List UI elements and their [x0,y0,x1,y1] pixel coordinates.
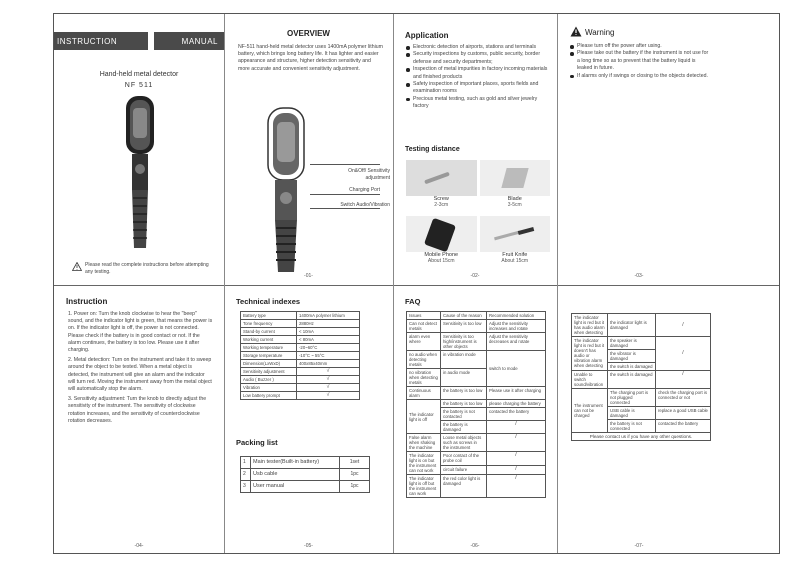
tech-cell: Low battery prompt [241,392,297,400]
faq2-row [572,314,711,337]
page-number: -03- [634,273,644,279]
faq-cell: / [487,475,546,498]
faq2-table [571,313,711,441]
faq-cell: the battery is damaged [441,421,487,434]
packing-cell: Main tester(Built-in battery) [251,457,340,469]
faq-cell: the battery is too low [441,400,487,408]
callout-line-3 [310,208,380,209]
faq-cell: Recommended solution [487,312,546,320]
tech-cell: Stand-by current [241,328,297,336]
faq-cell: False alarm when shaking the machine [407,434,441,452]
faq-cell: contacted the battery [487,408,546,421]
faq2-cell: the indicator light is damaged [608,314,656,337]
page-number: -06- [470,543,480,549]
application-item: Security inspections by customs, public security, border defense and security departments; [405,51,551,66]
overview-panel [224,14,393,285]
faq-cell: Adjust the sensitivity increases and rotate [487,320,546,333]
application-list [405,44,551,111]
testing-title: Testing distance [405,146,460,153]
application-item: Electronic detection of airports, stations and terminals [405,44,551,51]
test-distance: 3-5cm [507,202,522,208]
tech-cell: < 10mA [297,328,360,336]
banner-left-text: INSTRUCTION [57,36,118,46]
packing-cell: 1 [241,457,251,469]
tech-cell: √ [297,384,360,392]
application-title: Application [405,31,449,40]
faq-header-row [407,312,546,320]
faq-row [407,387,546,400]
test-knife [480,216,551,269]
faq-title: FAQ [405,297,421,306]
test-name: Blade [507,196,522,202]
tech-cell: Battery type [241,312,297,320]
faq-cell: no vibration when detecting metals [407,369,441,387]
instruction-body [68,311,213,425]
faq-cell: no audio when detecting metals [407,351,441,369]
faq-cell: Cause of the reason [441,312,487,320]
faq2-footer: Please contact us if you have any other questions. [572,433,711,441]
page-number: -05- [304,543,313,549]
faq2-cell: / [656,337,711,371]
tech-cell: Storage temperature [241,352,297,360]
test-distance: About 15cm [427,257,455,264]
packing-cell: 3 [241,481,251,493]
faq-cell: The indicator light is on but the instrument can not work [407,452,441,475]
tech-row [241,368,360,376]
faq-cell: Can not detect metals [407,320,441,333]
test-name: Screw [433,196,449,202]
faq2-footer-row [572,433,711,441]
faq2-cell: the switch is damaged [608,371,656,389]
faq-row [407,434,546,452]
title-banner [54,32,224,50]
tech-cell: √ [297,376,360,384]
tech-cell: √ [297,392,360,400]
faq-cell: the red color light is damaged [441,475,487,498]
packing-row [241,457,370,469]
application-item: Safety inspection of important places, sports fields and examination rooms [405,81,551,96]
callout-charging: Charging Port [349,187,380,193]
warning-triangle-icon [72,262,82,271]
faq2-cell: The indicator light is red but it doesn't has audio or vibration alarm when detecting [572,337,608,371]
tech-row [241,344,360,352]
tech-table [240,311,360,400]
faq-cell: Sensitivity is too low [441,320,487,333]
packing-title: Packing list [236,438,278,447]
instruction-para: 1. Power on: Turn the knob clockwise to hear the "beep" sound, and the indicator light is green, that means the power is on. If the indicator light is off, the power is not connected. Please check if the battery is in good contact or not. If the alarm continues, the battery is too low. Please use it after charging. [68,311,213,354]
test-distance: About 15cm [501,257,529,264]
tech-cell: -20~60°C [297,344,360,352]
tech-row [241,352,360,360]
faq-cell: please charging the battery [487,400,546,408]
tech-cell: Working current [241,336,297,344]
overview-text: NF-511 hand-held metal detector uses 1400mA polymer lithium battery, which brings long battery life. It has lighter and easier appearance and structure, higher detection sensitivity and more accurate and convenient sensitivity adjustment. [238,44,383,72]
faq2-cell: / [656,371,711,389]
tech-cell: 400x85x40mm [297,360,360,368]
test-name: Fruit Knife [502,251,528,258]
tech-cell: -10°C ~ 55°C [297,352,360,360]
faq-cell: the battery is too low [441,387,487,400]
tech-row [241,360,360,368]
warning-item: Please turn off the power after using. [569,43,709,50]
tech-row [241,320,360,328]
faq-cell: Poor contact of the probe coil [441,452,487,466]
packing-cell: 1set [340,457,370,469]
faq-cell: Adjust the sensitivity decreases and rotate [487,333,546,351]
faq-row [407,400,546,408]
faq2-cell: The indicator light is red but it has audio alarm when detecting [572,314,608,337]
warning-title: Warning [585,28,615,37]
faq2-cell: USB cable is damaged [608,407,656,420]
faq2-cell: the battery is not connected [608,420,656,433]
warning-item: Please take out the battery if the instrument is not use for a long time so as to prevent that the battery liquid is leaked in future. [569,50,709,72]
faq-cell: in vibration mode [441,351,487,369]
faq-row [407,452,546,466]
page-number: -04- [134,543,144,549]
faq2-cell: The charging port is not plugged connected [608,389,656,407]
faq2-row [572,389,711,407]
faq2-cell: check the charging port is connected or not [656,389,711,407]
test-phone [406,216,477,269]
faq-cell: the battery is not contacted [441,408,487,421]
faq2-cell: the speaker is damaged [608,337,656,350]
test-screw [406,160,477,213]
detector-image [122,94,158,252]
faq-row [407,351,546,369]
tech-cell: Vibration [241,384,297,392]
tech-row [241,312,360,320]
tech-row [241,336,360,344]
tech-title: Technical indexes [236,297,301,306]
packing-cell: 1pc [340,469,370,481]
faq2-panel [557,285,781,555]
faq-cell: / [487,421,546,434]
faq-row [407,320,546,333]
packing-row [241,469,370,481]
tech-panel [224,285,393,555]
faq-cell: The indicator light is off but the instrument can work [407,475,441,498]
detector-diagram [262,106,310,276]
callout-line-1 [310,164,380,165]
packing-row [241,481,370,493]
faq-cell: Sensitivity is too high/instrument is other objects [441,333,487,351]
page-number: -01- [304,273,313,279]
tech-cell: Working temperature [241,344,297,352]
overview-title: OVERVIEW [287,29,330,38]
tech-cell: 1400mA polymer lithium [297,312,360,320]
tech-cell: < 80mA [297,336,360,344]
cover-panel [54,14,224,285]
test-blade [480,160,551,213]
tech-cell: Tone frequency [241,320,297,328]
application-panel [393,14,557,285]
packing-cell: 2 [241,469,251,481]
warning-panel [557,14,781,285]
application-item: Inspection of metal impurities in factory incoming materials and finished products [405,66,551,81]
instruction-para: 3. Sensitivity adjustment: Turn the knob to directly adjust the sensitivity of the instrument. The sensitivity of clockwise rotation increases, and the sensitivity of counterclockwise rotation decreases. [68,396,207,424]
packing-cell: Usb cable [251,469,340,481]
warning-item: If alarms only if swings or closing to the objects detected. [569,73,709,80]
faq2-cell: the switch is damaged [608,363,656,371]
warning-list [569,43,709,80]
faq-cell: The indicator light is off [407,400,441,434]
faq-cell: / [487,452,546,466]
tech-cell: Audio ( Buzzer ) [241,376,297,384]
faq2-cell: The instrument can not be charged [572,389,608,433]
faq2-cell: the vibrator is damaged [608,350,656,363]
faq2-row [572,371,711,389]
packing-cell: 1pc [340,481,370,493]
tech-row [241,376,360,384]
tech-row [241,392,360,400]
faq-cell: circuit failure [441,466,487,475]
faq2-cell: contacted the battery [656,420,711,433]
page-number: -07- [634,543,644,549]
faq2-cell: replace a good USB cable [656,407,711,420]
instruction-title: Instruction [66,297,108,306]
manual-sheet [53,13,780,554]
warning-icon [570,26,582,37]
tech-cell: Sensitivity adjustment [241,368,297,376]
faq-table [406,311,546,498]
faq2-cell: / [656,314,711,337]
application-item: Precious metal testing, such as gold and silver jewelry factory [405,96,551,111]
page-number: -02- [470,273,480,279]
callout-power: On&Off/ Sensitivity adjustment [348,168,390,181]
callout-switch: Switch Audio/Vibration [340,202,390,208]
instruction-panel [54,285,224,555]
instruction-para: 2. Metal detection: Turn on the instrument and take it to sweep around the object to be tested. When a metal object is detected, the instrument will give an alarm and the indicator will turn red. Moving the instrument away from the metal object will automatically stop the alarm. [68,357,212,393]
faq-cell: Continuous alarm [407,387,441,400]
packing-cell: User manual [251,481,340,493]
faq-cell: alarm even where [407,333,441,351]
faq-cell: switch to mode [487,351,546,387]
faq-row [407,333,546,351]
tech-row [241,328,360,336]
tech-cell: 2880Hz [297,320,360,328]
tech-cell: √ [297,368,360,376]
faq2-cell: Unable to switch sound/vibration [572,371,608,389]
banner-right-text: MANUAL [181,36,218,46]
tech-cell: Dimension(LxWxD) [241,360,297,368]
cover-notice: Please read the complete instructions before attempting any testing. [85,262,209,275]
cover-model: NF 511 [124,82,154,89]
test-name: Mobile Phone [424,251,459,258]
faq-cell: / [487,434,546,452]
packing-table [240,456,370,493]
testing-grid [406,160,550,268]
faq-cell: / [487,466,546,475]
tech-row [241,384,360,392]
faq-cell: in audio mode [441,369,487,387]
faq-cell: Loose metal objects such as screws in the instrument [441,434,487,452]
faq-panel [393,285,557,555]
faq-cell: Issues [407,312,441,320]
faq2-row [572,337,711,350]
cover-title: Hand-held metal detector [99,71,179,78]
faq-cell: Please use it after charging [487,387,546,400]
faq-row [407,475,546,498]
test-distance: 2-3cm [434,202,449,208]
callout-line-2 [310,194,380,195]
